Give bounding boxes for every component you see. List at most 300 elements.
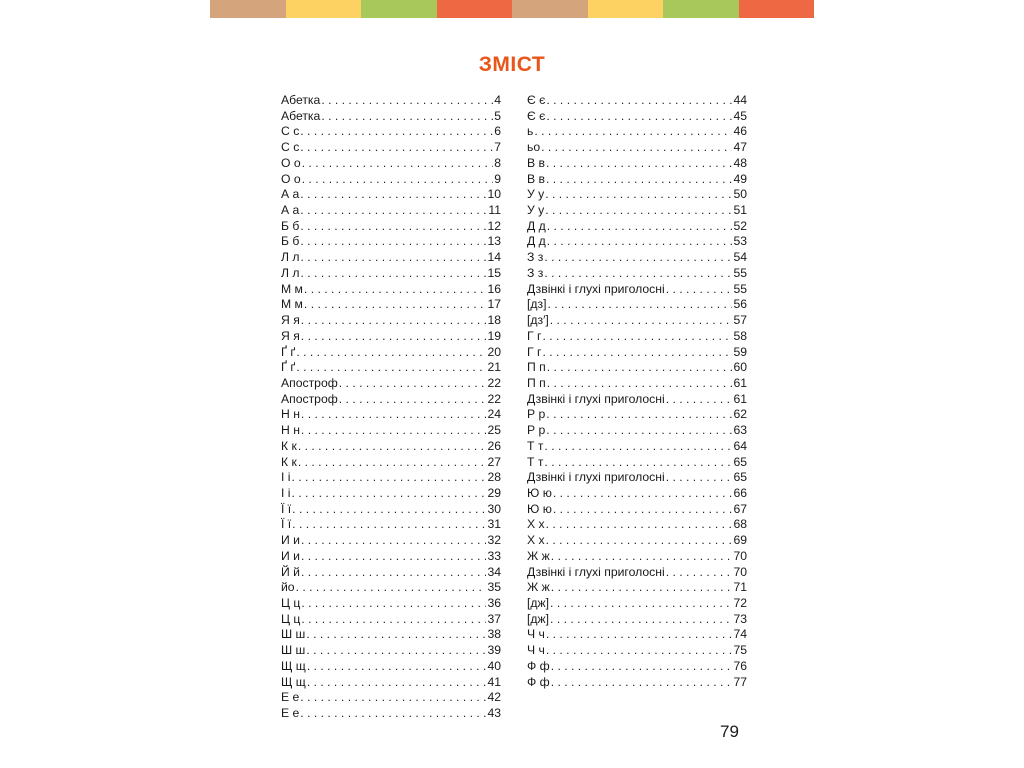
toc-entry bbox=[527, 172, 747, 188]
toc-entry-page: 55 bbox=[733, 265, 747, 280]
toc-entry bbox=[527, 643, 747, 659]
toc-leader-dots bbox=[544, 266, 732, 282]
toc-entry-label: Д д bbox=[527, 218, 546, 233]
toc-leader-dots bbox=[307, 675, 487, 691]
toc-entry-label: П п bbox=[527, 360, 546, 375]
toc-entry bbox=[281, 439, 501, 455]
toc-entry bbox=[527, 596, 747, 612]
toc-entry bbox=[527, 565, 747, 581]
toc-entry-page: 12 bbox=[487, 218, 501, 233]
toc-entry-page: 56 bbox=[733, 297, 747, 312]
toc-entry bbox=[527, 187, 747, 203]
toc-entry-label: Ч ч bbox=[527, 643, 545, 658]
toc-entry-page: 70 bbox=[733, 564, 747, 579]
toc-entry-page: 45 bbox=[733, 108, 747, 123]
toc-leader-dots bbox=[298, 455, 487, 471]
toc-entry-page: 42 bbox=[487, 690, 501, 705]
toc-entry-label: Є є bbox=[527, 108, 546, 123]
toc-entry bbox=[527, 455, 747, 471]
toc-entry-label: ьо bbox=[527, 140, 541, 155]
toc-leader-dots bbox=[546, 627, 733, 643]
stripe-segment bbox=[663, 0, 739, 18]
toc-entry-page: 18 bbox=[487, 313, 501, 328]
toc-leader-dots bbox=[547, 234, 733, 250]
toc-leader-dots bbox=[301, 329, 487, 345]
toc-entry-page: 33 bbox=[487, 548, 501, 563]
toc-leader-dots bbox=[300, 203, 487, 219]
toc-entry-label: Дзвінкі і глухі приголосні bbox=[527, 564, 665, 579]
toc-entry-label: [дз′] bbox=[527, 313, 549, 328]
toc-entry-label: Л л bbox=[281, 250, 300, 265]
toc-entry-page: 77 bbox=[733, 674, 747, 689]
toc-entry-page: 37 bbox=[487, 611, 501, 626]
toc-entry-label: Є є bbox=[527, 93, 546, 107]
toc-entry-label: Абетка bbox=[281, 93, 321, 107]
toc-leader-dots bbox=[544, 455, 732, 471]
toc-entry bbox=[281, 580, 501, 596]
toc-entry-label: Л л bbox=[281, 265, 300, 280]
toc-leader-dots bbox=[301, 565, 486, 581]
toc-entry-page: 40 bbox=[487, 658, 501, 673]
toc-leader-dots bbox=[547, 297, 732, 313]
toc-leader-dots bbox=[321, 109, 493, 125]
toc-entry bbox=[281, 109, 501, 125]
toc-entry-label: Д д bbox=[527, 234, 546, 249]
toc-entry-page: 55 bbox=[733, 281, 747, 296]
toc-entry bbox=[281, 455, 501, 471]
toc-leader-dots bbox=[301, 596, 486, 612]
toc-entry bbox=[281, 219, 501, 235]
toc-entry-label: У у bbox=[527, 187, 545, 202]
toc-entry bbox=[281, 297, 501, 313]
toc-entry bbox=[527, 612, 747, 628]
toc-entry-label: Р р bbox=[527, 407, 546, 422]
toc-entry-label: Й й bbox=[281, 564, 300, 579]
toc-entry-page: 26 bbox=[487, 438, 501, 453]
toc-entry bbox=[281, 360, 501, 376]
toc-entry-page: 65 bbox=[733, 454, 747, 469]
toc-entry bbox=[281, 533, 501, 549]
toc-entry-page: 63 bbox=[733, 423, 747, 438]
toc-leader-dots bbox=[547, 219, 733, 235]
toc-leader-dots bbox=[666, 392, 733, 408]
toc-leader-dots bbox=[291, 470, 486, 486]
toc-entry-label: У у bbox=[527, 203, 545, 218]
toc-entry-page: 54 bbox=[733, 250, 747, 265]
toc-entry bbox=[527, 439, 747, 455]
toc-leader-dots bbox=[301, 549, 486, 565]
toc-leader-dots bbox=[546, 172, 732, 188]
toc-entry-page: 21 bbox=[487, 360, 501, 375]
toc-entry-page: 48 bbox=[733, 155, 747, 170]
toc-leader-dots bbox=[547, 360, 733, 376]
stripe-segment bbox=[512, 0, 588, 18]
toc-entry bbox=[281, 517, 501, 533]
toc-entry-page: 61 bbox=[733, 391, 747, 406]
toc-entry-page: 41 bbox=[487, 674, 501, 689]
toc-entry-page: 62 bbox=[733, 407, 747, 422]
toc-leader-dots bbox=[545, 187, 732, 203]
toc-entry bbox=[527, 549, 747, 565]
toc-entry-page: 5 bbox=[494, 108, 501, 123]
page-number: 79 bbox=[720, 722, 739, 741]
toc-entry-page: 31 bbox=[487, 517, 501, 532]
toc-leader-dots bbox=[550, 313, 733, 329]
toc-entry-label: Ф ф bbox=[527, 658, 550, 673]
toc-entry-page: 75 bbox=[733, 643, 747, 658]
toc-leader-dots bbox=[298, 439, 487, 455]
toc-leader-dots bbox=[544, 439, 732, 455]
toc-entry-label: Ї ї bbox=[281, 517, 292, 532]
toc-entry-page: 11 bbox=[488, 203, 501, 218]
toc-entry bbox=[527, 297, 747, 313]
toc-entry bbox=[527, 124, 747, 140]
toc-leader-dots bbox=[296, 360, 486, 376]
toc-entry-label: Н н bbox=[281, 407, 300, 422]
toc-entry-label: Ї ї bbox=[281, 501, 292, 516]
toc-leader-dots bbox=[546, 517, 733, 533]
toc-entry-label: О о bbox=[281, 155, 301, 170]
toc-entry-page: 25 bbox=[487, 423, 501, 438]
toc-entry bbox=[527, 156, 747, 172]
stripe-segment bbox=[437, 0, 513, 18]
toc-entry-page: 17 bbox=[487, 297, 501, 312]
toc-leader-dots bbox=[551, 675, 733, 691]
toc-leader-dots bbox=[302, 156, 494, 172]
toc-entry-page: 28 bbox=[487, 470, 501, 485]
toc-entry bbox=[527, 360, 747, 376]
toc-leader-dots bbox=[301, 533, 486, 549]
toc-entry bbox=[281, 549, 501, 565]
toc-leader-dots bbox=[301, 407, 487, 423]
toc-entry-label: Ш ш bbox=[281, 643, 306, 658]
toc-entry-page: 9 bbox=[494, 171, 501, 186]
stripe-segment bbox=[210, 0, 286, 18]
toc-entry bbox=[527, 376, 747, 392]
toc-entry-page: 32 bbox=[487, 533, 501, 548]
toc-entry bbox=[281, 329, 501, 345]
toc-entry bbox=[527, 329, 747, 345]
toc-leader-dots bbox=[292, 517, 486, 533]
toc-entry bbox=[281, 486, 501, 502]
toc-entry-page: 8 bbox=[494, 155, 501, 170]
toc-entry-page: 46 bbox=[733, 124, 747, 139]
toc-entry-label: Т т bbox=[527, 438, 544, 453]
toc-entry-label: Ґ ґ bbox=[281, 344, 296, 359]
toc-entry-label: Ю ю bbox=[527, 485, 552, 500]
toc-entry-page: 13 bbox=[487, 234, 501, 249]
toc-leader-dots bbox=[300, 187, 486, 203]
toc-entry-label: Н н bbox=[281, 423, 300, 438]
toc-entry-page: 38 bbox=[487, 627, 501, 642]
toc-entry bbox=[527, 313, 747, 329]
toc-entry bbox=[281, 675, 501, 691]
toc-entry-label: И и bbox=[281, 533, 300, 548]
toc-entry-label: Ш ш bbox=[281, 627, 306, 642]
toc-entry-page: 64 bbox=[733, 438, 747, 453]
toc-entry-label: М м bbox=[281, 281, 303, 296]
toc-leader-dots bbox=[551, 580, 733, 596]
toc-entry bbox=[527, 580, 747, 596]
toc-entry bbox=[527, 266, 747, 282]
toc-entry bbox=[281, 187, 501, 203]
toc-entry-label: С с bbox=[281, 140, 300, 155]
toc-entry bbox=[281, 659, 501, 675]
toc-entry-label: Е е bbox=[281, 706, 300, 721]
toc-entry-page: 36 bbox=[487, 596, 501, 610]
toc-entry bbox=[527, 250, 747, 266]
toc-leader-dots bbox=[547, 376, 733, 392]
toc-entry-page: 50 bbox=[733, 187, 747, 202]
toc-entry bbox=[281, 124, 501, 140]
toc-entry-page: 51 bbox=[733, 203, 747, 218]
toc-entry-page: 22 bbox=[487, 375, 501, 390]
toc-leader-dots bbox=[553, 502, 733, 518]
toc-entry-label: [дж] bbox=[527, 611, 550, 626]
toc-entry bbox=[527, 109, 747, 125]
toc-entry-page: 47 bbox=[733, 140, 747, 155]
toc-entry-page: 65 bbox=[733, 470, 747, 485]
toc-entry-page: 7 bbox=[494, 140, 501, 155]
toc-entry-page: 59 bbox=[733, 344, 747, 359]
stripe-segment bbox=[739, 0, 815, 18]
toc-entry bbox=[281, 203, 501, 219]
toc-entry bbox=[281, 140, 501, 156]
toc-leader-dots bbox=[546, 93, 732, 109]
toc-entry-page: 74 bbox=[733, 627, 747, 642]
toc-leader-dots bbox=[546, 156, 732, 172]
toc-leader-dots bbox=[304, 297, 487, 313]
toc-entry-page: 72 bbox=[733, 596, 747, 610]
toc-leader-dots bbox=[306, 643, 486, 659]
page-title: ЗМІСТ bbox=[478, 53, 546, 76]
toc-entry-label: П п bbox=[527, 375, 546, 390]
toc-entry-page: 35 bbox=[487, 580, 501, 595]
toc-entry-label: Х х bbox=[527, 533, 545, 548]
color-stripe bbox=[210, 0, 814, 18]
toc-leader-dots bbox=[544, 250, 732, 266]
toc-entry-page: 58 bbox=[733, 328, 747, 343]
toc-leader-dots bbox=[542, 345, 732, 361]
toc-entry-page: 68 bbox=[733, 517, 747, 532]
toc-entry-page: 61 bbox=[733, 375, 747, 390]
toc-entry-page: 20 bbox=[487, 344, 501, 359]
toc-leader-dots bbox=[307, 659, 487, 675]
toc-leader-dots bbox=[666, 470, 733, 486]
toc-entry bbox=[281, 345, 501, 361]
toc-entry-page: 66 bbox=[733, 485, 747, 500]
toc-leader-dots bbox=[550, 596, 732, 612]
toc-entry-page: 49 bbox=[733, 171, 747, 186]
toc-leader-dots bbox=[546, 423, 732, 439]
toc-entry bbox=[527, 675, 747, 691]
toc-entry bbox=[527, 502, 747, 518]
toc-entry-label: Ф ф bbox=[527, 674, 550, 689]
toc-entry bbox=[281, 470, 501, 486]
toc-entry-page: 70 bbox=[733, 548, 747, 563]
toc-entry-label: Ч ч bbox=[527, 627, 545, 642]
toc-entry-page: 14 bbox=[487, 250, 501, 265]
toc-leader-dots bbox=[534, 124, 732, 140]
toc-entry bbox=[281, 234, 501, 250]
toc-entry bbox=[527, 345, 747, 361]
toc-entry-label: йо bbox=[281, 580, 295, 595]
toc-leader-dots bbox=[306, 627, 486, 643]
toc-entry-label: В в bbox=[527, 155, 545, 170]
toc-leader-dots bbox=[302, 172, 494, 188]
toc-entry-page: 16 bbox=[487, 281, 501, 296]
toc-leader-dots bbox=[301, 313, 487, 329]
toc-leader-dots bbox=[546, 643, 733, 659]
toc-entry bbox=[281, 612, 501, 628]
toc-entry bbox=[527, 93, 747, 109]
toc-entry-page: 29 bbox=[487, 485, 501, 500]
toc-entry-label: Ц ц bbox=[281, 596, 301, 610]
toc-entry-label: Дзвінкі і глухі приголосні bbox=[527, 470, 665, 485]
toc-entry bbox=[281, 156, 501, 172]
toc-entry-page: 44 bbox=[733, 93, 747, 107]
toc-leader-dots bbox=[666, 282, 733, 298]
toc-entry-label: Апостроф bbox=[281, 391, 338, 406]
toc-entry-label: К к bbox=[281, 454, 297, 469]
toc-entry-label: Т т bbox=[527, 454, 544, 469]
toc-leader-dots bbox=[301, 423, 487, 439]
toc-entry bbox=[281, 250, 501, 266]
stripe-segment bbox=[361, 0, 437, 18]
toc-entry-page: 60 bbox=[733, 360, 747, 375]
toc-leader-dots bbox=[301, 612, 486, 628]
toc-entry-label: ь bbox=[527, 124, 534, 139]
toc-entry-page: 4 bbox=[494, 93, 501, 107]
toc-entry bbox=[281, 93, 501, 109]
toc-entry bbox=[527, 203, 747, 219]
toc-entry-page: 24 bbox=[487, 407, 501, 422]
toc-entry-page: 6 bbox=[494, 124, 501, 139]
toc-entry-label: Е е bbox=[281, 690, 300, 705]
toc-leader-dots bbox=[545, 203, 732, 219]
toc-entry bbox=[281, 423, 501, 439]
toc-leader-dots bbox=[291, 486, 486, 502]
toc-leader-dots bbox=[541, 140, 732, 156]
toc-entry-label: О о bbox=[281, 171, 301, 186]
toc-entry bbox=[281, 596, 501, 612]
toc-leader-dots bbox=[339, 392, 487, 408]
toc-leader-dots bbox=[321, 93, 493, 109]
toc-entry-page: 10 bbox=[487, 187, 501, 202]
toc-entry bbox=[527, 486, 747, 502]
toc-entry bbox=[281, 266, 501, 282]
toc-column-right bbox=[527, 93, 747, 690]
toc-entry-label: Дзвінкі і глухі приголосні bbox=[527, 391, 665, 406]
toc-entry-label: Дзвінкі і глухі приголосні bbox=[527, 281, 665, 296]
toc-entry-label: Абетка bbox=[281, 108, 321, 123]
toc-entry bbox=[527, 533, 747, 549]
toc-entry-page: 52 bbox=[733, 218, 747, 233]
toc-entry-page: 15 bbox=[487, 265, 501, 280]
toc-entry-label: Щ щ bbox=[281, 674, 306, 689]
toc-entry-label: З з bbox=[527, 265, 544, 280]
toc-entry-label: Г г bbox=[527, 328, 542, 343]
toc-entry-label: Ю ю bbox=[527, 501, 552, 516]
toc-entry bbox=[281, 376, 501, 392]
toc-entry-label: Ц ц bbox=[281, 611, 301, 626]
toc-entry bbox=[281, 565, 501, 581]
toc-leader-dots bbox=[304, 282, 487, 298]
toc-entry-label: И и bbox=[281, 548, 300, 563]
toc-entry bbox=[527, 423, 747, 439]
toc-entry bbox=[281, 706, 501, 722]
toc-entry-label: Ж ж bbox=[527, 580, 550, 595]
toc-leader-dots bbox=[550, 612, 732, 628]
toc-entry-page: 19 bbox=[487, 328, 501, 343]
toc-entry-label: [дз] bbox=[527, 297, 547, 312]
toc-leader-dots bbox=[546, 533, 733, 549]
toc-entry bbox=[281, 282, 501, 298]
toc-entry-page: 43 bbox=[487, 706, 501, 721]
toc-entry bbox=[281, 407, 501, 423]
toc-leader-dots bbox=[296, 580, 487, 596]
toc-entry-page: 34 bbox=[487, 564, 501, 579]
toc-entry-label: Б б bbox=[281, 218, 300, 233]
toc-leader-dots bbox=[542, 329, 732, 345]
toc-leader-dots bbox=[300, 234, 486, 250]
stripe-segment bbox=[286, 0, 362, 18]
toc-entry-label: Б б bbox=[281, 234, 300, 249]
toc-entry-label: І і bbox=[281, 485, 291, 500]
toc-leader-dots bbox=[339, 376, 487, 392]
toc-leader-dots bbox=[292, 502, 486, 518]
toc-entry-label: А а bbox=[281, 187, 300, 202]
toc-leader-dots bbox=[300, 690, 486, 706]
toc-entry-page: 76 bbox=[733, 658, 747, 673]
toc-leader-dots bbox=[300, 140, 493, 156]
toc-entry bbox=[281, 392, 501, 408]
toc-entry bbox=[527, 140, 747, 156]
toc-leader-dots bbox=[551, 549, 733, 565]
toc-entry bbox=[281, 690, 501, 706]
toc-entry-label: Я я bbox=[281, 328, 300, 343]
toc-leader-dots bbox=[301, 266, 487, 282]
toc-entry-label: Ґ ґ bbox=[281, 360, 296, 375]
toc-entry-page: 53 bbox=[733, 234, 747, 249]
toc-entry-label: В в bbox=[527, 171, 545, 186]
toc-entry bbox=[527, 470, 747, 486]
toc-leader-dots bbox=[666, 565, 733, 581]
toc-entry bbox=[527, 219, 747, 235]
toc-entry-label: Ж ж bbox=[527, 548, 550, 563]
toc-leader-dots bbox=[296, 345, 486, 361]
toc-leader-dots bbox=[301, 250, 487, 266]
toc-entry-page: 69 bbox=[733, 533, 747, 548]
toc-leader-dots bbox=[546, 407, 732, 423]
toc-entry-label: А а bbox=[281, 203, 300, 218]
toc-entry-label: М м bbox=[281, 297, 303, 312]
toc-entry-label: Р р bbox=[527, 423, 546, 438]
toc-entry bbox=[527, 392, 747, 408]
toc-entry bbox=[281, 313, 501, 329]
toc-leader-dots bbox=[553, 486, 733, 502]
toc-entry bbox=[281, 172, 501, 188]
toc-entry-label: [дж] bbox=[527, 596, 550, 610]
toc-entry bbox=[527, 282, 747, 298]
toc-leader-dots bbox=[551, 659, 733, 675]
toc-entry-page: 27 bbox=[487, 454, 501, 469]
toc-entry bbox=[281, 643, 501, 659]
toc-entry bbox=[527, 407, 747, 423]
toc-leader-dots bbox=[300, 219, 486, 235]
toc-entry bbox=[527, 517, 747, 533]
toc-entry-label: Г г bbox=[527, 344, 542, 359]
